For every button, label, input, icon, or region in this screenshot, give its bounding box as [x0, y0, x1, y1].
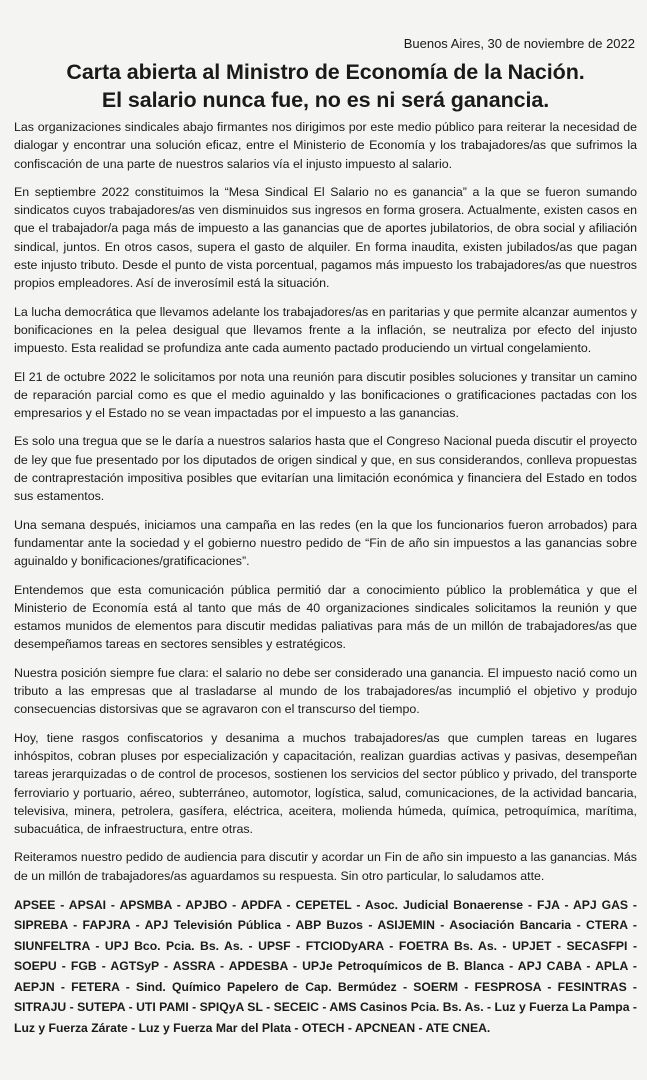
letter-body	[14, 118, 637, 885]
paragraph-7: Entendemos que esta comunicación pública permitió dar a conocimiento público la problemática y que el Ministerio de Economía está al tanto que más de 40 organizaciones sindicales solicitamos la reunión y que estamos munidos de elementos para discutir medidas paliativas para más de un millón de trabajadores/as que desempeñamos tareas en sectores sensibles y estratégicos.	[14, 582, 637, 652]
signatories-list: APSEE - APSAI - APSMBA - APJBO - APDFA - CEPETEL - Asoc. Judicial Bonaerense - FJA - APJ GAS - SIPREBA - FAPJRA - APJ Televisión Pública - ABP Buzos - ASIJEMIN - Asociación Bancaria - CTERA - SIUNFELTRA - UPJ Bco. Pcia. Bs. As. - UPSF - FTCIODyARA - FOETRA Bs. As. - UPJET - SECASFPI - SOEPU - FGB - AGTSyP - ASSRA - APDESBA - UPJe Petroquímicos de B. Blanca - APJ CABA - APLA - AEPJN - FETERA - Sind. Químico Papelero de Cap. Bermúdez - SOERM - FESPROSA - FESINTRAS - SITRAJU - SUTEPA - UTI PAMI - SPIQyA SL - SECEIC - AMS Casinos Pcia. Bs. As. - Luz y Fuerza La Pampa - Luz y Fuerza Zárate - Luz y Fuerza Mar del Plata - OTECH - APCNEAN - ATE CNEA.	[14, 897, 637, 1035]
paragraph-10: Reiteramos nuestro pedido de audiencia para discutir y acordar un Fin de año sin impuesto a las ganancias. Más de un millón de trabajadores/as aguardamos su respuesta. Sin otro particular, lo saludamos atte.	[14, 850, 637, 883]
letter-date: Buenos Aires, 30 de noviembre de 2022	[403, 36, 635, 51]
paragraph-6: Una semana después, iniciamos una campaña en las redes (en la que los funcionarios fueron arrobados) para fundamentar ante la sociedad y el gobierno nuestro pedido de “Fin de año sin impuestos a las ganancias sobre aguinaldo y bonificaciones/gratificaciones”.	[14, 517, 637, 569]
paragraph-2: En septiembre 2022 constituimos la “Mesa Sindical El Salario no es ganancia” a la que se fueron sumando sindicatos cuyos trabajadores/as ven disminuidos sus ingresos en forma grosera. Actualmente, existen casos en que el trabajador/a paga más de impuesto a las ganancias que de aportes jubilatorios, de obra social y afiliación sindical, juntos. En otros casos, supera el gasto de alquiler. En forma inaudita, existen jubilados/as que pagan este injusto tributo. Desde el punto de vista porcentual, pagamos más impuesto los trabajadores/as que nuestros propios empleadores. Así de inverosímil está la situación.	[14, 184, 637, 291]
paragraph-3: La lucha democrática que llevamos adelante los trabajadores/as en paritarias y que permite alcanzar aumentos y bonificaciones en la pelea desigual que llevamos frente a la inflación, se neutraliza por efecto del injusto impuesto. Esta realidad se profundiza ante cada aumento pactado produciendo un virtual congelamiento.	[14, 304, 637, 356]
paragraph-8: Nuestra posición siempre fue clara: el salario no debe ser considerado una ganancia. El impuesto nació como un tributo a las empresas que al trasladarse al mundo de los trabajadores/as incumplió el objetivo y produjo consecuencias distorsivas que se agravaron con el transcurso del tiempo.	[14, 665, 637, 717]
paragraph-1: Las organizaciones sindicales abajo firmantes nos dirigimos por este medio público para reiterar la necesidad de dialogar y encontrar una solución eficaz, entre el Ministerio de Economía y los trabajadores/as que sufrimos la confiscación de una parte de nuestros salarios vía el injusto impuesto al salario.	[14, 120, 637, 171]
paragraph-9: Hoy, tiene rasgos confiscatorios y desanima a muchos trabajadores/as que cumplen tareas en lugares inhóspitos, cobran pluses por especialización y capacitación, realizan guardias activas y pasivas, desempeñan tareas jerarquizadas o de control de procesos, sostienen los servicios del sector público y privado, del transporte ferroviario y portuario, aéreo, subterráneo, automotor, logística, salud, comunicaciones, de la actividad bancaria, televisiva, minera, petrolera, gasífera, eléctrica, aceitera, molienda húmeda, química, petroquímica, marítima, subacuática, de infraestructura, entre otras.	[14, 730, 637, 837]
paragraph-4: El 21 de octubre 2022 le solicitamos por nota una reunión para discutir posibles soluciones y transitar un camino de reparación parcial como es que el medio aguinaldo y las bonificaciones o gratificaciones pactadas con los empresarios y el Estado no se vean impactadas por el impuesto a las ganancias.	[14, 369, 637, 421]
paragraph-5: Es solo una tregua que se le daría a nuestros salarios hasta que el Congreso Nacional pueda discutir el proyecto de ley que fue presentado por los diputados de origen sindical y que, en sus considerandos, conlleva propuestas de contraprestación impositiva posibles que evitarían una limitación económica y financiera del Estado en todos sus estamentos.	[14, 434, 637, 504]
letter-subtitle: El salario nunca fue, no es ni será ganancia.	[101, 88, 550, 112]
letter-title: Carta abierta al Ministro de Economía de la Nación.	[66, 60, 585, 84]
